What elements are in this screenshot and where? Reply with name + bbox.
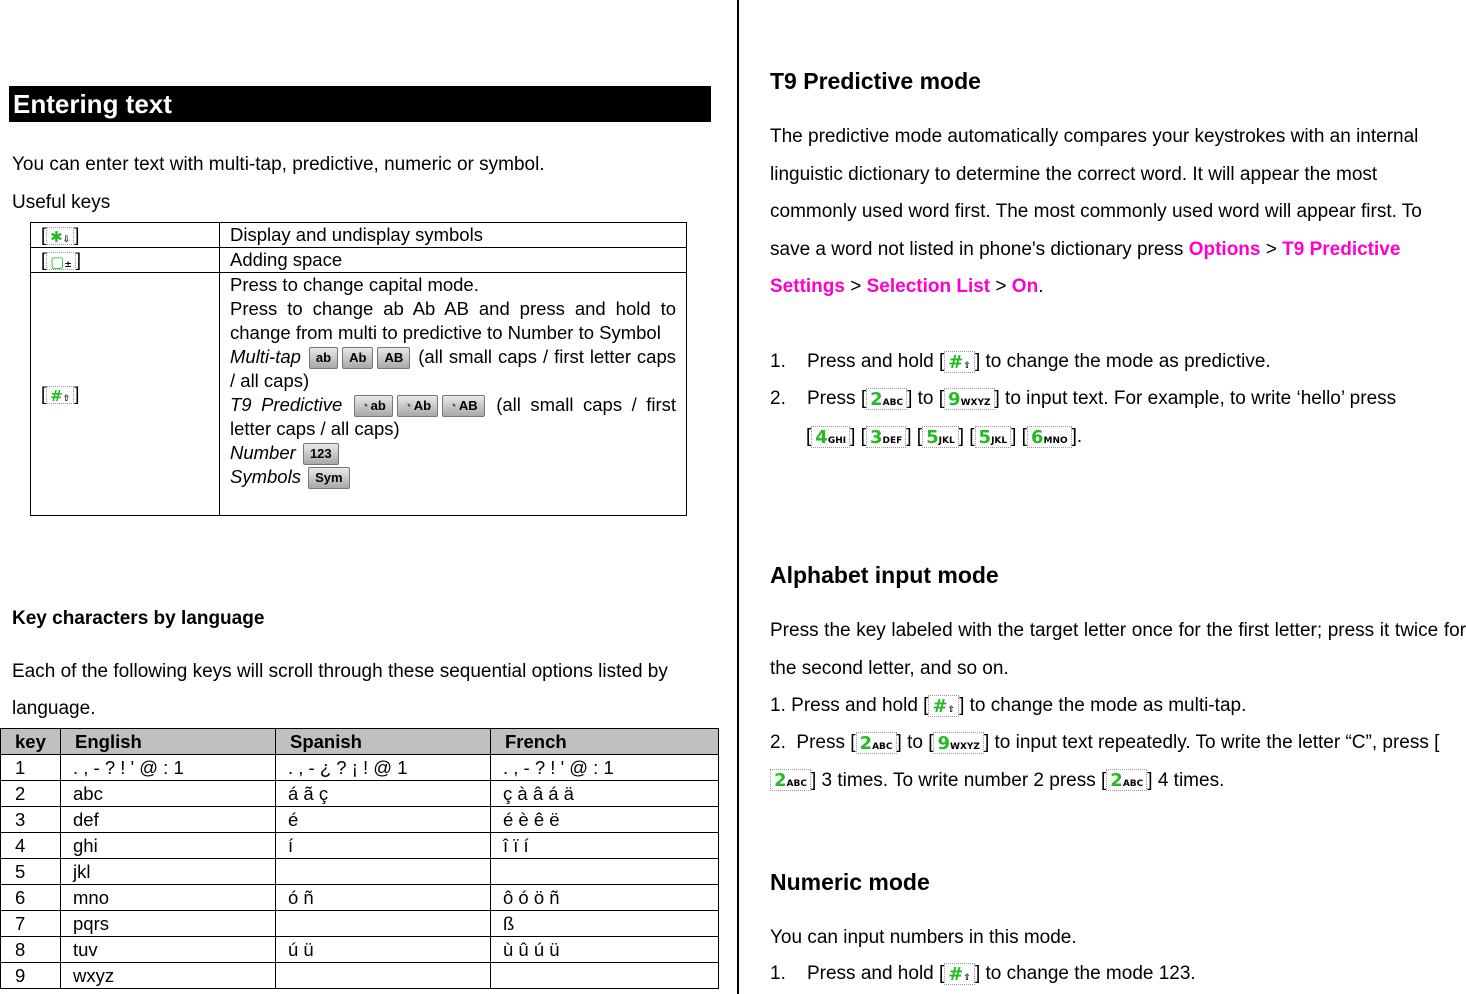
step-text: ] to input text repeatedly. To write the letter “C”, press [ <box>983 732 1440 753</box>
table-cell: ú ü <box>276 937 491 963</box>
symbols-label: Symbols <box>230 466 301 488</box>
key-cell: [ ▢± ] <box>31 248 220 273</box>
table-cell: 9 <box>1 963 61 989</box>
table-cell: 4 <box>1 833 61 859</box>
hash-key-icon: #⇧ <box>944 963 975 985</box>
table-row <box>1 963 719 989</box>
table-row <box>1 885 719 911</box>
col-header: English <box>61 729 276 755</box>
table-cell: abc <box>61 781 276 807</box>
table-cell: def <box>61 807 276 833</box>
step-text: ] to input text. For example, to write ‘hello’ press <box>994 388 1397 409</box>
step-text: ] 3 times. To write number 2 press [ <box>810 769 1107 791</box>
table-row <box>1 781 719 807</box>
table-row <box>1 755 719 781</box>
multitap-label: Multi-tap <box>230 346 301 367</box>
key-9-icon: 9WXYZ <box>944 388 994 410</box>
key-desc: Adding space <box>220 248 687 273</box>
table-row <box>1 807 719 833</box>
path-selection-list: Selection List <box>866 276 991 297</box>
step-text: Press [ <box>806 388 867 409</box>
table-cell: ó ñ <box>276 885 491 911</box>
table-row <box>31 223 687 248</box>
column-divider <box>737 0 739 994</box>
key-3-icon: 3DEF <box>866 426 906 448</box>
zero-key-icon: ▢± <box>46 252 76 270</box>
table-cell: î ï í <box>491 833 719 859</box>
t9-paragraph: The predictive mode automatically compares your keystrokes with an internal linguistic dictionary to determine the correct word. It will appear the most commonly used word first. The most commonly used word will appear first. To save a word not listed in phone's dictionary press Options > T9 Predictive Settings > Selection List > On. <box>770 126 1422 297</box>
table-cell: jkl <box>61 859 276 885</box>
symbols-line <box>230 465 676 489</box>
t9-title: T9 Predictive mode <box>770 68 981 94</box>
table-cell: 8 <box>1 937 61 963</box>
step-text: Press and hold [ <box>806 351 945 372</box>
step-number: 2. <box>770 732 786 753</box>
mode-ab-icon: ab <box>309 347 338 369</box>
numeric-title: Numeric mode <box>770 869 930 895</box>
table-cell: mno <box>61 885 276 911</box>
table-cell: ô ó ö ñ <box>491 885 719 911</box>
table-cell: ù û ú ü <box>491 937 719 963</box>
key-4-icon: 4GHI <box>811 426 850 448</box>
multitap-line <box>230 345 676 393</box>
table-cell: ghi <box>61 833 276 859</box>
step-text: ] 4 times. <box>1147 769 1225 791</box>
col-header: key <box>1 729 61 755</box>
key-2-icon: 2ABC <box>866 388 907 410</box>
section-title: Entering text <box>9 86 711 122</box>
step-text: ] to change the mode as predictive. <box>974 351 1271 372</box>
lang-intro: Each of the following keys will scroll through these sequential options listed by language. <box>12 661 668 719</box>
key-5-icon: 5JKL <box>975 426 1012 448</box>
step-number: 1. <box>770 695 786 716</box>
table-cell: é è ê ë <box>491 807 719 833</box>
t9-mode-AB-icon: ◔ AB <box>442 395 485 417</box>
table-cell: . , - ? ! ' @ : 1 <box>61 755 276 781</box>
mode-AB-icon: AB <box>377 347 410 369</box>
key-2-icon: 2ABC <box>1106 769 1147 791</box>
table-row <box>1 937 719 963</box>
language-table <box>0 728 719 989</box>
path-options: Options <box>1188 238 1261 260</box>
key-2-icon: 2ABC <box>770 769 811 791</box>
hello-key-sequence: [ 4GHI ] [ 3DEF ] [ 5JKL ] [ 5JKL ] [ 6MNO ]. <box>806 426 1083 448</box>
step-text: ] to [ <box>907 388 945 409</box>
step-text: ] to change the mode 123. <box>974 963 1196 984</box>
table-row <box>31 248 687 273</box>
t9-note: (all small caps / first letter caps / all caps) <box>230 394 677 440</box>
lang-title: Key characters by language <box>12 608 265 629</box>
hash-key-icon: #⇧ <box>928 695 959 717</box>
key-desc: Display and undisplay symbols <box>220 223 687 248</box>
mode-Ab-icon: Ab <box>342 347 373 369</box>
path-t9-settings: T9 Predictive Settings <box>770 238 1401 297</box>
key-9-icon: 9WXYZ <box>933 732 983 754</box>
multitap-note: (all small caps / first letter caps / all caps) <box>230 346 677 392</box>
t9-step-1 <box>770 343 1271 381</box>
key-5-icon: 5JKL <box>922 426 959 448</box>
table-row <box>1 833 719 859</box>
table-cell: 2 <box>1 781 61 807</box>
table-cell <box>276 911 491 937</box>
table-cell: . , - ? ! ' @ : 1 <box>491 755 719 781</box>
step-text: ] to change the mode as multi-tap. <box>959 695 1247 716</box>
table-cell: é <box>276 807 491 833</box>
table-cell <box>276 859 491 885</box>
table-cell: 1 <box>1 755 61 781</box>
step-text: Press [ <box>796 732 856 753</box>
step-text: Press and hold [ <box>806 963 945 984</box>
table-cell: á ã ç <box>276 781 491 807</box>
desc-line: Press to change capital mode. <box>230 274 479 295</box>
numeric-step-1 <box>770 955 1196 993</box>
table-cell: tuv <box>61 937 276 963</box>
useful-keys-label: Useful keys <box>12 192 111 213</box>
table-cell <box>491 859 719 885</box>
key-cell: [ ✱⇩ ] <box>31 223 220 248</box>
alpha-paragraph: Press the key labeled with the target letter once for the first letter; press it twice for the second letter, and so on. <box>770 620 1466 679</box>
table-cell: 6 <box>1 885 61 911</box>
t9-line <box>230 393 676 441</box>
t9-para-text: The predictive mode automatically compares your keystrokes with an internal linguistic dictionary to determine the correct word. It will appear the most commonly used word first. The most commonly used word will appear first. To save a word not listed in phone's dictionary press <box>770 126 1422 260</box>
table-cell: wxyz <box>61 963 276 989</box>
t9-mode-ab-icon: ◔ ab <box>354 395 393 417</box>
key-cell: [ #⇧ ] <box>31 273 220 516</box>
number-line <box>230 441 676 465</box>
alpha-title: Alphabet input mode <box>770 562 999 588</box>
star-key-icon: ✱⇩ <box>46 227 74 245</box>
t9-mode-Ab-icon: ◔ Ab <box>397 395 438 417</box>
table-cell: 7 <box>1 911 61 937</box>
mode-123-icon: 123 <box>303 443 339 465</box>
key-2-icon: 2ABC <box>856 732 897 754</box>
col-header: Spanish <box>276 729 491 755</box>
table-row <box>1 911 719 937</box>
table-row <box>1 859 719 885</box>
t9-label: T9 Predictive <box>230 394 343 416</box>
table-cell <box>491 963 719 989</box>
step-number: 2. <box>770 388 786 409</box>
path-on: On <box>1011 276 1039 297</box>
number-label: Number <box>230 442 296 464</box>
col-header: French <box>491 729 719 755</box>
intro-text: You can enter text with multi-tap, predictive, numeric or symbol. <box>12 154 545 175</box>
table-header-row <box>1 729 719 755</box>
hash-key-icon: #⇧ <box>944 351 975 373</box>
useful-keys-table <box>30 222 687 516</box>
table-cell: ß <box>491 911 719 937</box>
hash-key-desc <box>220 273 687 516</box>
step-number: 1. <box>770 351 786 372</box>
numeric-paragraph: You can input numbers in this mode. <box>770 927 1077 948</box>
table-cell: 3 <box>1 807 61 833</box>
desc-line: Press to change ab Ab AB and press and hold to change from multi to predictive to Number to Symbol <box>230 298 676 343</box>
table-cell: pqrs <box>61 911 276 937</box>
table-cell: . , - ¿ ? ¡ ! @ 1 <box>276 755 491 781</box>
alpha-step-1 <box>770 687 1246 725</box>
step-number: 1. <box>770 963 786 984</box>
t9-step-2 <box>770 380 1466 418</box>
table-cell: ç à â á ä <box>491 781 719 807</box>
table-row <box>31 273 687 516</box>
step-text: ] to [ <box>896 732 934 753</box>
key-6-icon: 6MNO <box>1027 426 1072 448</box>
hash-key-icon: #⇧ <box>46 386 74 404</box>
table-cell: 5 <box>1 859 61 885</box>
table-cell <box>276 963 491 989</box>
step-text: Press and hold [ <box>791 695 929 716</box>
mode-sym-icon: Sym <box>308 467 349 489</box>
alpha-step-2 <box>770 724 1466 799</box>
table-cell: í <box>276 833 491 859</box>
